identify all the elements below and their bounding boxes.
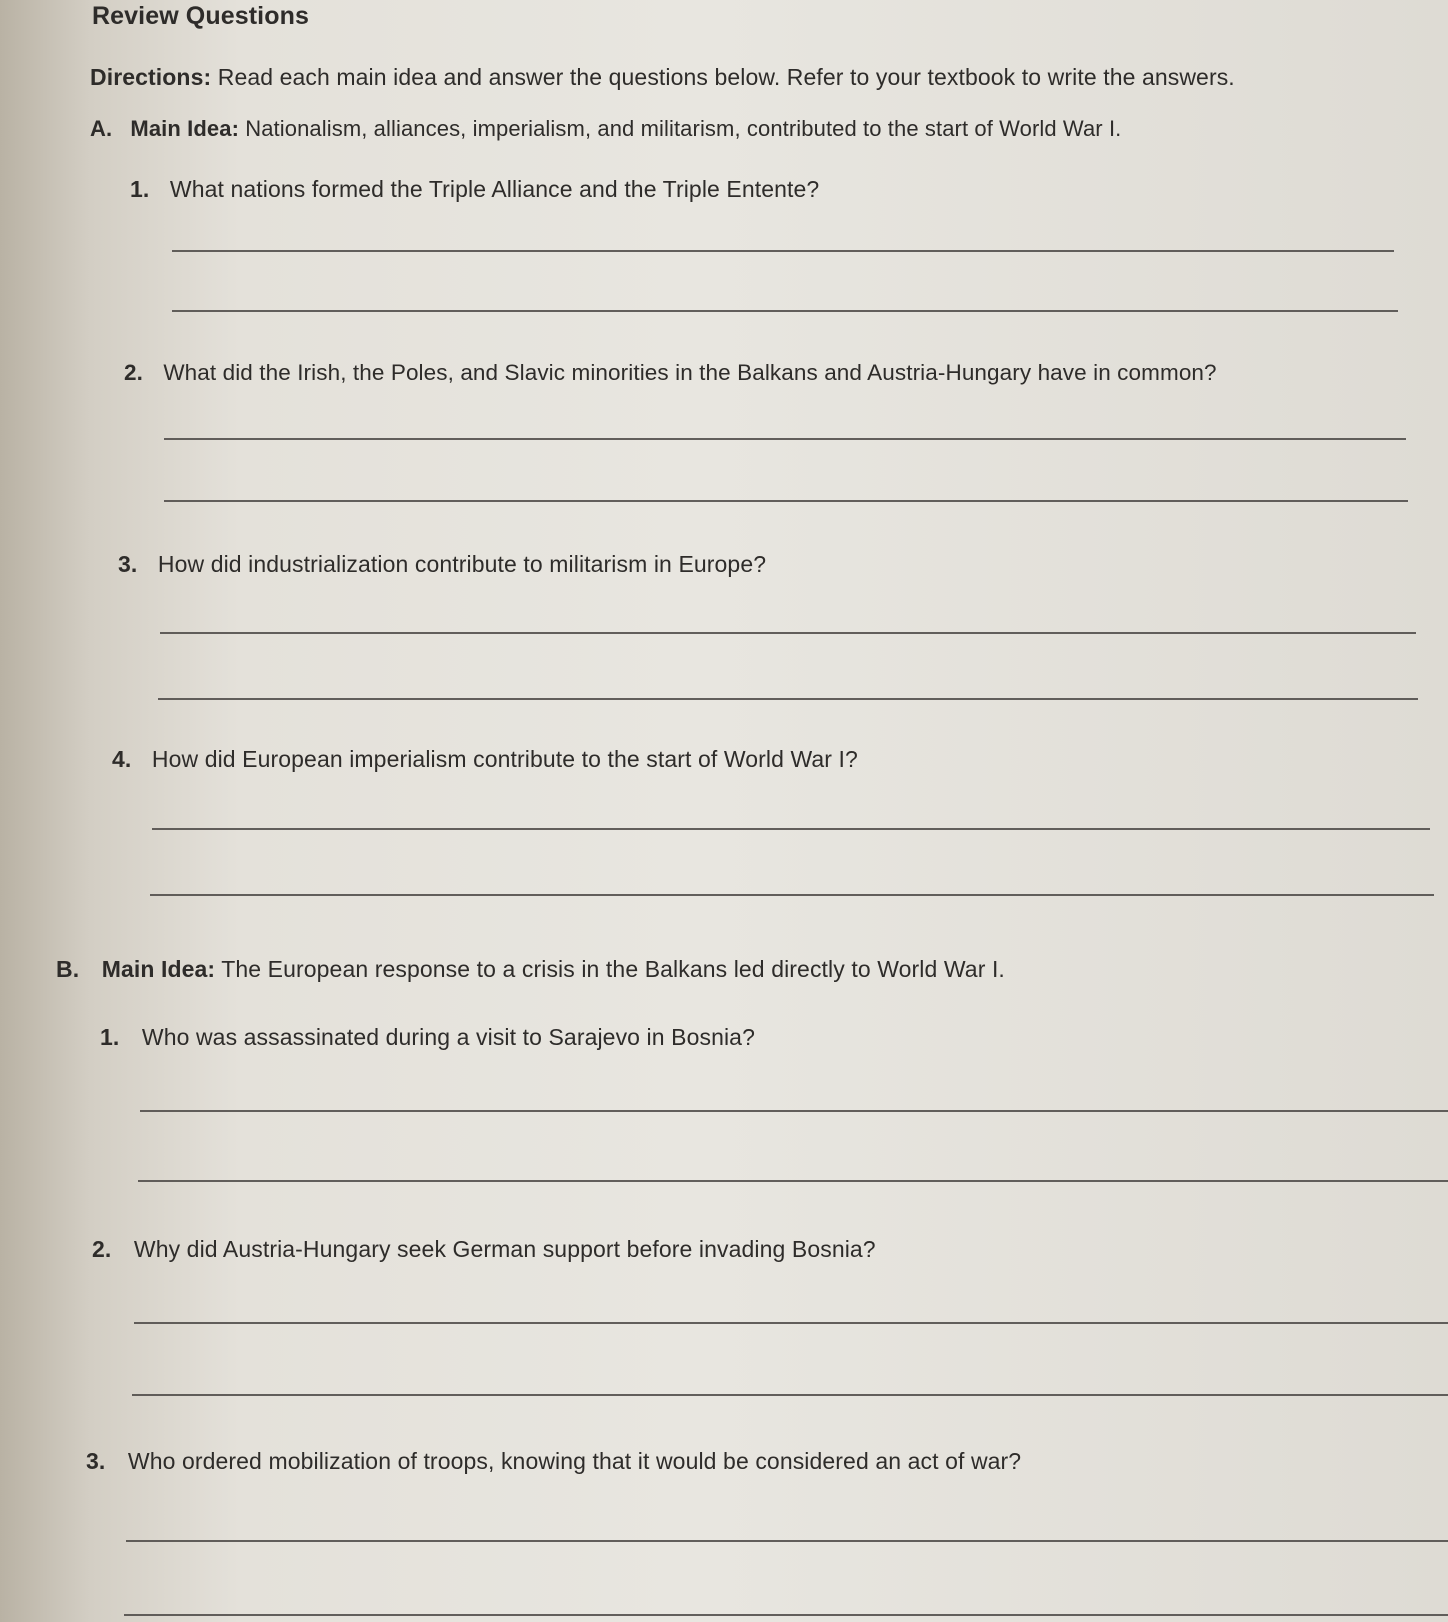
section-b-text: The European response to a crisis in the Balkans led directly to World War I. — [221, 956, 1005, 982]
question-text: How did industrialization contribute to militarism in Europe? — [157, 551, 767, 577]
page-title: Review Questions — [92, 2, 309, 30]
answer-line[interactable] — [132, 1394, 1448, 1396]
directions-text: Read each main idea and answer the questions below. Refer to your textbook to write the answers. — [217, 64, 1235, 90]
answer-line[interactable] — [172, 310, 1398, 312]
directions-label: Directions: — [90, 64, 212, 90]
question-a1 — [130, 176, 819, 203]
section-b-label: Main Idea: — [101, 956, 216, 982]
section-b-main-idea — [56, 956, 1005, 983]
question-a3 — [118, 551, 766, 578]
question-text: How did European imperialism contribute to the start of World War I? — [151, 746, 858, 772]
question-number: 1. — [130, 176, 150, 202]
question-number: 3. — [118, 551, 138, 577]
question-text: Who was assassinated during a visit to Sarajevo in Bosnia? — [141, 1024, 755, 1050]
question-number: 1. — [100, 1024, 120, 1050]
answer-line[interactable] — [152, 828, 1430, 830]
answer-line[interactable] — [140, 1110, 1448, 1112]
question-b2 — [92, 1236, 876, 1263]
directions — [90, 64, 1235, 91]
section-a-text: Nationalism, alliances, imperialism, and militarism, contributed to the start of World War I. — [245, 116, 1122, 141]
question-text: What nations formed the Triple Alliance and the Triple Entente? — [169, 176, 820, 202]
question-text: What did the Irish, the Poles, and Slavic minorities in the Balkans and Austria-Hungary have in common? — [163, 360, 1217, 385]
answer-line[interactable] — [126, 1540, 1448, 1542]
question-number: 2. — [124, 360, 143, 385]
section-a-main-idea — [90, 116, 1121, 142]
answer-line[interactable] — [138, 1180, 1448, 1182]
question-text: Why did Austria-Hungary seek German support before invading Bosnia? — [133, 1236, 876, 1262]
question-b3 — [86, 1448, 1021, 1475]
answer-line[interactable] — [160, 632, 1416, 634]
answer-line[interactable] — [150, 894, 1434, 896]
answer-line[interactable] — [164, 438, 1406, 440]
question-number: 2. — [92, 1236, 112, 1262]
answer-line[interactable] — [172, 250, 1394, 252]
answer-line[interactable] — [164, 500, 1408, 502]
answer-line[interactable] — [158, 698, 1418, 700]
section-a-label: Main Idea: — [130, 116, 239, 141]
answer-line[interactable] — [134, 1322, 1448, 1324]
answer-line[interactable] — [124, 1614, 1448, 1616]
question-b1 — [100, 1024, 755, 1051]
section-b-letter: B. — [56, 956, 80, 982]
section-a-letter: A. — [90, 116, 113, 141]
question-a2 — [124, 360, 1217, 386]
question-text: Who ordered mobilization of troops, knowing that it would be considered an act of war? — [127, 1448, 1022, 1474]
question-number: 4. — [112, 746, 132, 772]
question-a4 — [112, 746, 858, 773]
question-number: 3. — [86, 1448, 106, 1474]
